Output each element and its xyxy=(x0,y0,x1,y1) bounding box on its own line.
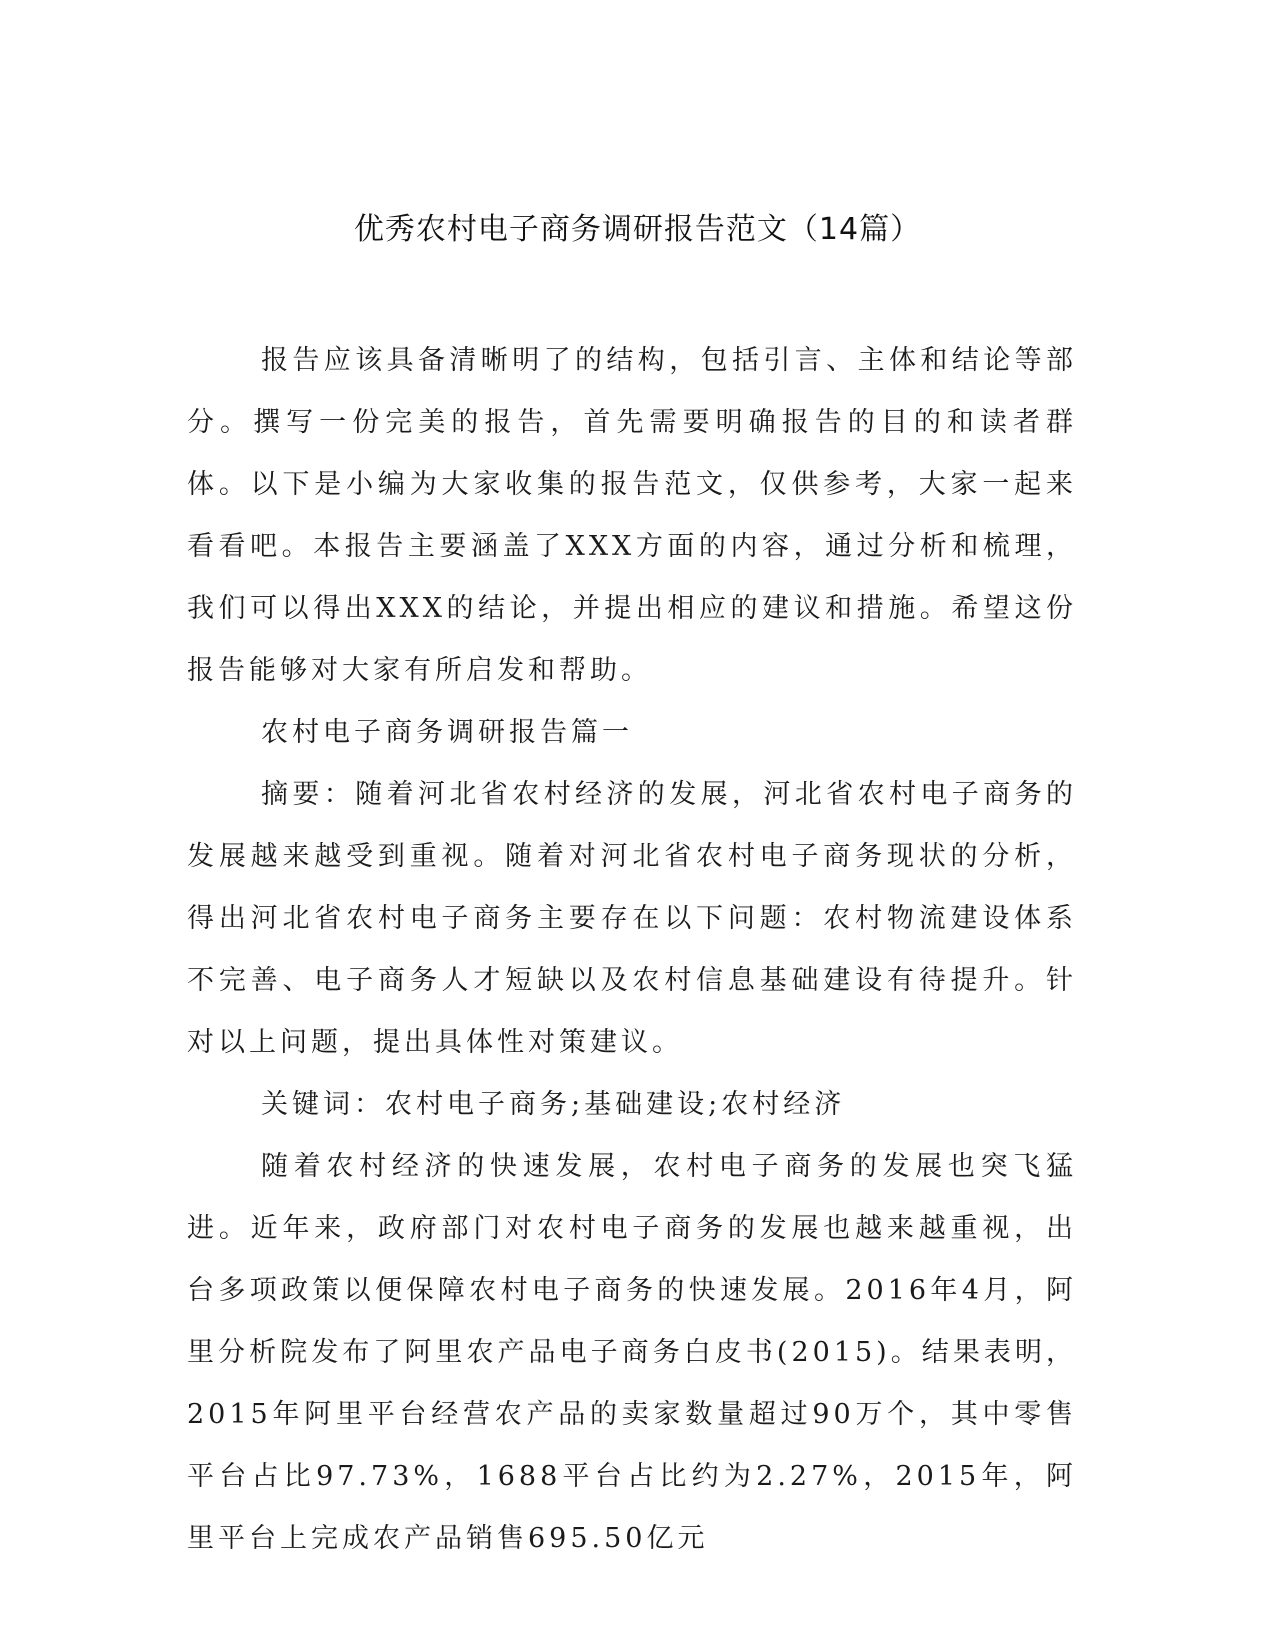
abstract-paragraph: 摘要：随着河北省农村经济的发展，河北省农村电子商务的发展越来越受到重视。随着对河北省农村电子商务现状的分析，得出河北省农村电子商务主要存在以下问题：农村物流建设体系不完善、电子商务人才短缺以及农村信息基础建设有待提升。针对以上问题，提出具体性对策建议。 xyxy=(187,779,1077,1058)
document-title: 优秀农村电子商务调研报告范文（14篇） xyxy=(353,212,922,247)
keywords-paragraph: 关键词：农村电子商务;基础建设;农村经济 xyxy=(261,1089,846,1120)
intro-paragraph: 报告应该具备清晰明了的结构，包括引言、主体和结论等部分。撰写一份完美的报告，首先需要明确报告的目的和读者群体。以下是小编为大家收集的报告范文，仅供参考，大家一起来看看吧。本报告主要涵盖了XXX方面的内容，通过分析和梳理，我们可以得出XXX的结论，并提出相应的建议和措施。希望这份报告能够对大家有所启发和帮助。 xyxy=(187,345,1077,686)
body-paragraph: 随着农村经济的快速发展，农村电子商务的发展也突飞猛进。近年来，政府部门对农村电子商务的发展也越来越重视，出台多项政策以便保障农村电子商务的快速发展。2016年4月，阿里分析院发布了阿里农产品电子商务白皮书(2015)。结果表明，2015年阿里平台经营农产品的卖家数量超过90万个，其中零售平台占比97.73%，1688平台占比约为2.27%，2015年，阿里平台上完成农产品销售695.50亿元 xyxy=(187,1151,1077,1554)
document-body xyxy=(187,330,1077,1570)
section-heading: 农村电子商务调研报告篇一 xyxy=(261,717,633,748)
